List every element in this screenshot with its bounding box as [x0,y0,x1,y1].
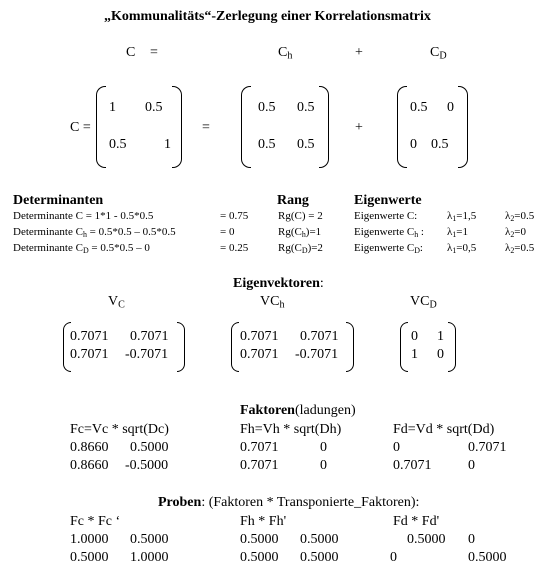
matrix-cell: 0.5 [410,100,428,115]
matrix-cell: -0.5000 [125,458,169,473]
eigenvalues-c-label: Eigenwerte C: [354,210,418,222]
matrix-cell: 0.5000 [468,550,507,565]
equals-sign: = [202,120,210,135]
eigenvalues-ch-label: Eigenwerte $C_h$ : [354,226,424,239]
plus-sign: + [355,45,363,60]
eigenvalue-lambda1: $\lambda_1=1$ [447,226,469,239]
matrix-cell: -0.7071 [125,347,169,362]
matrix-cell: 0.5000 [300,532,339,547]
matrix-cell: 0.5000 [240,550,279,565]
matrix-cell: 0.5 [297,137,315,152]
determinant-c-formula: Determinante C = 1*1 - 0.5*0.5 [13,210,154,222]
matrix-cell: 0.7071 [240,347,279,362]
matrix-cell: 0.5 [297,100,315,115]
matrix-cell: 0.5000 [407,532,446,547]
determinant-cd-formula: Determinante $C_D = 0.5*0.5 - 0$ [13,242,150,255]
fd-product-label: Fd * Fd' [393,514,440,529]
equals-sign: = [150,45,158,60]
matrix-cell: 1 [437,329,444,344]
determinant-ch-formula: Determinante $C_h = 0.5*0.5 - 0.5*0.5$ [13,226,176,239]
matrix-cell: 0.7071 [393,458,432,473]
vcd-label: $VC_D$ [410,294,437,311]
matrix-bracket-left [241,86,251,168]
matrix-cell: 0 [468,532,475,547]
matrix-cell: 0.5000 [130,440,169,455]
matrix-cell: 0 [468,458,475,473]
rank-heading: Rang [277,193,309,208]
vch-label: $VC_h$ [260,294,285,311]
matrix-cell: 0 [447,100,454,115]
matrix-bracket-right [319,86,329,168]
matrix-cell: 0 [411,329,418,344]
fh-product-label: Fh * Fh' [240,514,287,529]
matrix-bracket-right [448,322,456,372]
matrix-cell: 0.5000 [300,550,339,565]
matrix-cell: -0.7071 [295,347,339,362]
matrix-cell: 1 [164,137,171,152]
rank-c: Rg(C) = 2 [278,210,323,222]
c-equals-label: C = [70,120,91,135]
determinant-c-value: = 0.75 [220,210,249,222]
fc-product-label: Fc * Fc ‘ [70,514,121,529]
plus-sign: + [355,120,363,135]
eigenvalues-cd-label: Eigenwerte $C_D$: [354,242,423,255]
matrix-bracket-right [172,86,182,168]
page-title: „Kommunalitäts“-Zerlegung einer Korrelationsmatrix [104,9,431,24]
eigenvalue-lambda1: $\lambda_1=0,5$ [447,242,477,255]
matrix-cell: 0 [390,550,397,565]
matrix-cell: 0.8660 [70,458,109,473]
cd-label: $C_D$ [430,45,447,62]
matrix-cell: 0 [437,347,444,362]
matrix-cell: 0.7071 [468,440,507,455]
vc-label: $V_C$ [108,294,125,311]
matrix-cell: 0.5000 [70,550,109,565]
matrix-cell: 0.7071 [70,347,109,362]
matrix-cell: 0.5000 [130,532,169,547]
matrix-cell: 1.0000 [130,550,169,565]
eigenvectors-heading: Eigenvektoren: [233,276,324,291]
matrix-cell: 1 [411,347,418,362]
matrix-cell: 0.7071 [300,329,339,344]
matrix-cell: 0.5 [258,137,276,152]
determinants-heading: Determinanten [13,193,104,208]
matrix-cell: 0.5 [431,137,449,152]
determinant-ch-value: = 0 [220,226,235,238]
matrix-cell: 0.7071 [240,329,279,344]
matrix-bracket-right [346,322,354,372]
matrix-cell: 0 [410,137,417,152]
matrix-bracket-right [458,86,468,168]
checks-heading: Proben: (Faktoren * Transponierte_Faktoren): [158,495,420,510]
matrix-bracket-left [397,86,407,168]
matrix-cell: 1.0000 [70,532,109,547]
matrix-cell: 0.7071 [240,440,279,455]
matrix-cell: 0.5 [145,100,163,115]
determinant-cd-value: = 0.25 [220,242,249,254]
eigenvalue-lambda2: $\lambda_2=0.5$ [505,210,535,223]
fc-formula: Fc=Vc * sqrt(Dc) [70,422,169,437]
fd-formula: Fd=Vd * sqrt(Dd) [393,422,495,437]
c-label: C [126,45,136,60]
matrix-cell: 0.7071 [130,329,169,344]
eigenvalue-lambda2: $\lambda_2=0$ [505,226,527,239]
matrix-cell: 0 [320,458,327,473]
factors-heading: Faktoren(ladungen) [240,403,356,418]
matrix-cell: 0.7071 [70,329,109,344]
matrix-cell: 0.5000 [240,532,279,547]
matrix-cell: 1 [109,100,116,115]
matrix-cell: 0.7071 [240,458,279,473]
eigenvalue-lambda2: $\lambda_2=0.5$ [505,242,535,255]
matrix-cell: 0.5 [109,137,127,152]
matrix-cell: 0 [320,440,327,455]
matrix-bracket-left [400,322,408,372]
matrix-bracket-right [177,322,185,372]
ch-label: $C_h$ [278,45,293,62]
matrix-bracket-left [231,322,239,372]
rank-ch: $Rg(C_h)=1$ [278,226,322,239]
matrix-cell: 0.5 [258,100,276,115]
rank-cd: $Rg(C_D)=2$ [278,242,323,255]
eigenvalues-heading: Eigenwerte [354,193,422,208]
matrix-cell: 0.8660 [70,440,109,455]
matrix-cell: 0 [393,440,400,455]
eigenvalue-lambda1: $\lambda_1=1,5$ [447,210,477,223]
fh-formula: Fh=Vh * sqrt(Dh) [240,422,342,437]
matrix-bracket-left [96,86,106,168]
